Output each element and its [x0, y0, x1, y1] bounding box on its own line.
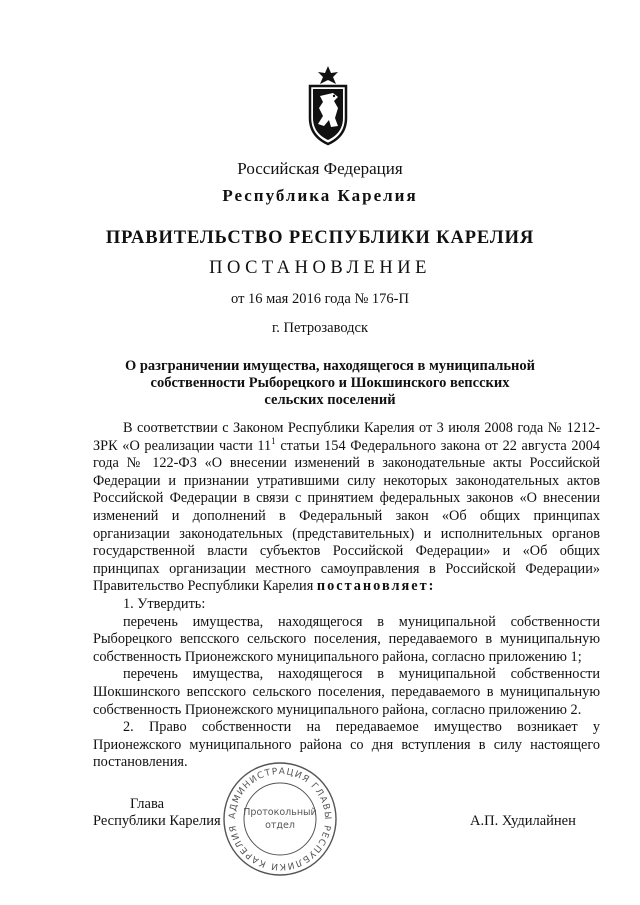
- signature-republic: Республики Карелия: [93, 813, 221, 829]
- decree-word: постановляет:: [316, 578, 436, 595]
- coat-of-arms-emblem: [300, 66, 356, 146]
- item-2: 2. Право собственности на передаваемое имущество возникает у Прионежского муниципального района со дня вступления в силу настоящего постановления.: [93, 719, 600, 771]
- stamp-center-line: Протокольный: [243, 807, 317, 818]
- document-date-number: от 16 мая 2016 года № 176-П: [231, 291, 409, 307]
- document-city: г. Петрозаводск: [271, 320, 369, 336]
- document-type-heading: ПОСТАНОВЛЕНИЕ: [209, 258, 431, 278]
- stamp-ring-text: АДМИНИСТРАЦИЯ ГЛАВЫ РЕСПУБЛИКИ КАРЕЛИЯ: [227, 766, 333, 872]
- government-heading: ПРАВИТЕЛЬСТВО РЕСПУБЛИКИ КАРЕЛИЯ: [105, 228, 535, 248]
- item-1a: перечень имущества, находящегося в муниципальной собственности Рыборецкого вепсского сельского поселения, передаваемого в муниципальную собственность Прионежского муниципального района, согласно приложению 1;: [93, 613, 600, 665]
- item-1b: перечень имущества, находящегося в муниципальной собственности Шокшинского вепсского сельского поселения, передаваемого в муниципальную собственность Прионежского муниципального района, согласно приложению 2.: [93, 666, 600, 718]
- signature-title: Глава: [130, 796, 165, 812]
- stamp-center-line: отдел: [265, 820, 295, 831]
- superscript: 1: [271, 435, 276, 446]
- signatory-name: А.П. Худилайнен: [470, 813, 576, 829]
- preamble-text-cont: статьи 154 Федерального закона от 22 августа 2004 года № 122-ФЗ «О внесении изменений в законодательные акты Российской Федерации и признании утратившими силу некоторых законодательных актов Российской Федерации в связи с принятием федеральных законов «О внесении изменений и дополнений в Федеральный закон «Об общих принципах организации законодательных (представительных) и исполнительных органов государственной власти субъектов Российской Федерации» и «Об общих принципах организации местного самоуправления в Российской Федерации» Правительство Республики Карелия: [93, 437, 601, 595]
- document-subject: [120, 358, 540, 409]
- item-1: 1. Утвердить:: [123, 595, 206, 612]
- subject-line: собственности Рыборецкого и Шокшинского вепсских: [150, 375, 510, 391]
- subject-line: О разграничении имущества, находящегося в муниципальной: [124, 358, 536, 374]
- preamble-paragraph: [93, 420, 600, 596]
- subject-line: сельских поселений: [264, 392, 396, 408]
- republic-heading: Республика Карелия: [222, 186, 418, 205]
- document-body: [93, 420, 600, 772]
- country-heading: Российская Федерация: [237, 159, 403, 178]
- preamble-text: В соответствии с Законом Республики Карелия от 3 июля 2008 года № 1212-ЗРК «О реализации части 11: [93, 420, 600, 454]
- official-stamp: [221, 760, 339, 878]
